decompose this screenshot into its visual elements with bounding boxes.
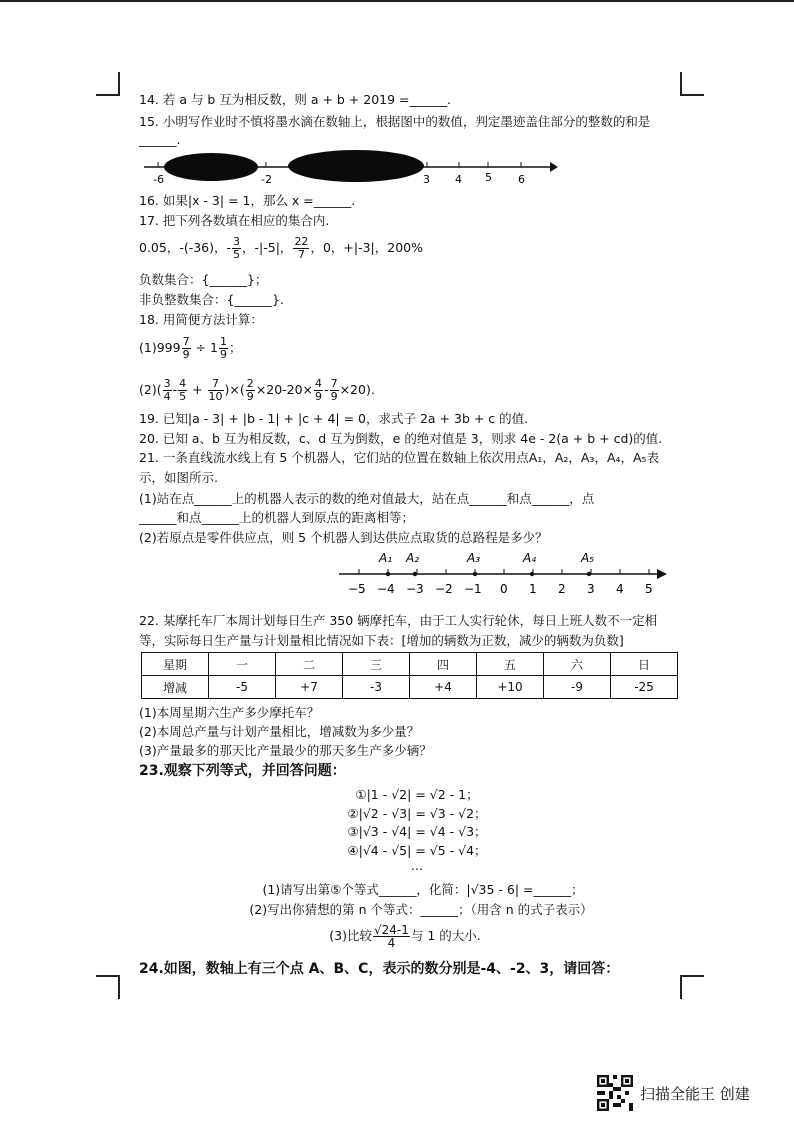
ink-number-line	[140, 150, 560, 190]
question-17-title: 17. 把下列各数填在相应的集合内.	[139, 213, 330, 228]
question-17-numbers	[139, 236, 423, 261]
question-21-line1: 21. 一条直线流水线上有 5 个机器人，它们站的位置在数轴上依次用点A₁，A₂，A₃，A₄，A₅表	[139, 450, 660, 465]
table-cell: -25	[611, 676, 678, 699]
question-19: 19. 已知|a - 3| + |b - 1| + |c + 4| = 0，求式子 2a + 3b + c 的值.	[139, 411, 529, 426]
fraction: $\frac{3}{5}$	[233, 235, 241, 261]
question-14: 14. 若 a 与 b 互为相反数，则 a + b + 2019 =______.	[139, 92, 451, 107]
tick-label: 3	[423, 173, 430, 186]
equation-3: ③|√3 - √4| = √4 - √3；	[347, 824, 487, 839]
crop-mark-top-right	[680, 72, 704, 96]
crop-mark-top-left	[96, 72, 120, 96]
tick-label: 0	[500, 582, 508, 596]
point-label-a1: A₁	[379, 551, 393, 565]
question-21-line2: 示，如图所示.	[139, 470, 218, 485]
question-22-line2: 等，实际每日生产量与计划量相比情况如下表：[增加的辆数为正数，减少的辆数为负数]	[139, 633, 624, 648]
table-cell: -9	[544, 676, 611, 699]
top-rule	[0, 0, 794, 2]
robot-number-line	[335, 549, 675, 599]
point-label-a4: A₄	[523, 551, 537, 565]
point-a2	[413, 572, 417, 576]
point-a3	[473, 572, 477, 576]
text: ，-|-5|，	[242, 240, 293, 255]
table-cell: +10	[477, 676, 544, 699]
table-cell: -5	[209, 676, 276, 699]
ellipsis: …	[410, 858, 424, 873]
question-24: 24.如图，数轴上有三个点 A、B、C，表示的数分别是-4、-2、3，请回答：	[139, 961, 620, 977]
production-table	[141, 652, 678, 699]
question-20: 20. 已知 a、b 互为相反数，c、d 互为倒数，e 的绝对值是 3，则求 4e - 2(a + b + cd)的值.	[139, 431, 663, 446]
table-header-cell: 二	[276, 653, 343, 676]
crop-mark-bottom-right	[680, 975, 704, 999]
qr-code-icon	[597, 1075, 633, 1111]
table-cell: +7	[276, 676, 343, 699]
tick-label: −4	[377, 582, 395, 596]
table-header-cell: 一	[209, 653, 276, 676]
table-header-cell: 五	[477, 653, 544, 676]
tick-label: 4	[455, 173, 462, 186]
question-23-part1: (1)请写出第⑤个等式______，化简：|√35 - 6| =______；	[262, 882, 584, 897]
tick-label: 2	[558, 582, 566, 596]
crop-mark-bottom-left	[96, 975, 120, 999]
question-21-part2: (2)若原点是零件供应点，则 5 个机器人到达供应点取货的总路程是多少？	[139, 530, 548, 545]
equation-4: ④|√4 - √5| = √5 - √4；	[347, 843, 487, 858]
tick-label: −2	[435, 582, 453, 596]
question-16: 16. 如果|x - 3| = 1，那么 x =______.	[139, 193, 356, 208]
question-22-part3: (3)产量最多的那天比产量最少的那天多生产多少辆？	[139, 743, 432, 758]
question-18-title: 18. 用简便方法计算：	[139, 312, 263, 327]
table-row	[142, 653, 678, 676]
point-label-a2: A₂	[406, 551, 420, 565]
question-22-line1: 22. 某摩托车厂本周计划每日生产 350 辆摩托车，由于工人实行轮休，每日上班人数不一定相	[139, 613, 658, 628]
ink-blot-right	[288, 150, 424, 182]
tick-label: 5	[485, 171, 492, 184]
table-cell: 增减	[142, 676, 209, 699]
table-header-cell: 四	[410, 653, 477, 676]
table-header-cell: 星期	[142, 653, 209, 676]
point-label-a5: A₅	[581, 551, 595, 565]
point-a5	[587, 572, 591, 576]
text: ，0，+|-3|，200%	[310, 240, 423, 255]
negative-set: 负数集合：{______}；	[139, 272, 268, 287]
tick-label: −1	[464, 582, 482, 596]
table-cell: +4	[410, 676, 477, 699]
table-cell: -3	[343, 676, 410, 699]
point-a1	[386, 572, 390, 576]
nonnegative-integer-set: 非负整数集合：{______}.	[139, 292, 284, 307]
tick-label: −5	[348, 582, 366, 596]
question-21-part1b: ______和点______上的机器人到原点的距离相等；	[139, 510, 415, 525]
question-21-part1a: (1)站在点______上的机器人表示的数的绝对值最大，站在点______和点______，点	[139, 491, 595, 506]
question-22-part1: (1)本周星期六生产多少摩托车？	[139, 705, 320, 720]
question-15-line2: ______.	[139, 132, 181, 147]
question-23-part2: (2)写出你猜想的第 n 个等式：______；（用含 n 的式子表示）	[249, 902, 593, 917]
table-row	[142, 676, 678, 699]
equation-2: ②|√2 - √3| = √3 - √2；	[347, 806, 487, 821]
question-18-part1: (1)999 $\frac{7}{9}$ ÷ 1 $\frac{1}{9}$ ；	[139, 335, 242, 361]
question-23-part3: (3)比较 $\frac{√24-1}{4}$ 与 1 的大小.	[329, 923, 481, 950]
fraction: $\frac{22}{7}$	[294, 235, 309, 261]
scanner-watermark: 扫描全能王 创建	[640, 1085, 750, 1103]
table-header-cell: 日	[611, 653, 678, 676]
equation-1: ①|1 - √2| = √2 - 1；	[355, 787, 479, 802]
point-a4	[530, 572, 534, 576]
tick-label: -2	[261, 173, 272, 186]
tick-label: -6	[153, 173, 164, 186]
tick-label: 3	[587, 582, 595, 596]
question-15-line1: 15. 小明写作业时不慎将墨水滴在数轴上，根据图中的数值，判定墨迹盖住部分的整数的和是	[139, 114, 651, 129]
tick-label: 1	[529, 582, 537, 596]
tick-label: 4	[616, 582, 624, 596]
point-label-a3: A₃	[467, 551, 481, 565]
ink-blot-left	[164, 153, 258, 181]
question-18-part2: (2)( $\frac{3}{4}$ - $\frac{4}{5}$ + $\frac{7}{10}$ )×( $\frac{2}{9}$ ×20-20× $\frac{4}{9}$ - $\frac{7}{9}$ ×20).	[139, 377, 375, 403]
text: 0.05，-(-36)，-	[139, 240, 232, 255]
tick-label: −3	[406, 582, 424, 596]
table-header-cell: 三	[343, 653, 410, 676]
question-22-part2: (2)本周总产量与计划产量相比，增减数为多少量？	[139, 724, 420, 739]
tick-label: 5	[645, 582, 653, 596]
table-header-cell: 六	[544, 653, 611, 676]
question-23-title: 23.观察下列等式，并回答问题：	[139, 763, 346, 779]
tick-label: 6	[518, 173, 525, 186]
